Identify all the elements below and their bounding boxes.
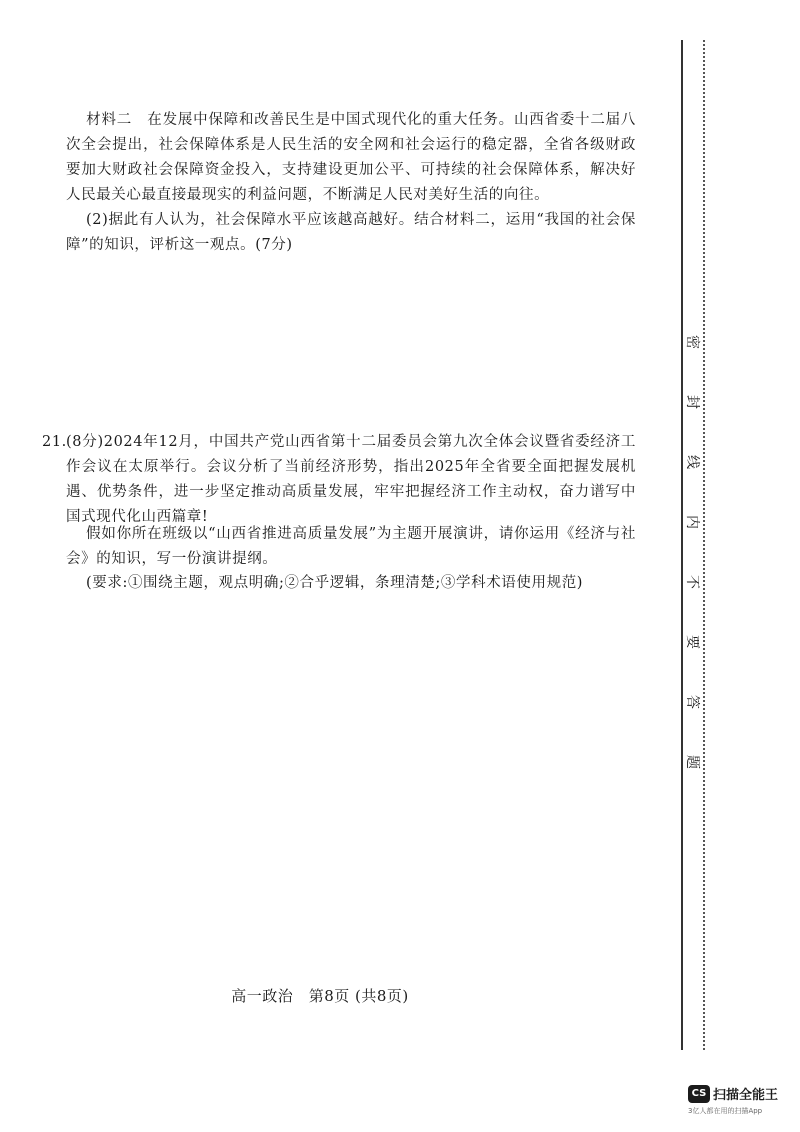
question-21-task — [66, 522, 636, 572]
watermark-name: 扫描全能王 — [713, 1088, 779, 1103]
material-two-text: 在发展中保障和改善民生是中国式现代化的重大任务。山西省委十二届八次全会提出，社会保障体系是人民生活的安全网和社会运行的稳定器，全省各级财政要加大财政社会保障资金投入，支持建设更加公平、可持续的社会保障体系，解决好人民最关心最直接最现实的利益问题，不断满足人民对美好生活的向往。 — [66, 112, 636, 203]
question-21-requirement-text: (要求:①围绕主题，观点明确;②合乎逻辑，条理清楚;③学科术语使用规范) — [86, 575, 584, 591]
material-two-label: 材料二 — [86, 112, 133, 128]
question-2-2 — [66, 208, 636, 258]
question-21-number: 21. — [42, 434, 67, 450]
binding-dotted-line — [703, 40, 705, 1050]
binding-char: 线 — [684, 455, 700, 469]
material-two — [66, 108, 636, 208]
question-21-intro: (8分)2024年12月，中国共产党山西省第十二届委员会第九次全体会议暨省委经济工作会议在太原举行。会议分析了当前经济形势，指出2025年全省要全面把握发展机遇、优势条件，进一步坚定推动高质量发展，牢牢把握经济工作主动权，奋力谱写中国式现代化山西篇章! — [66, 434, 636, 525]
question-21-task-text: 假如你所在班级以“山西省推进高质量发展”为主题开展演讲，请你运用《经济与社会》的知识，写一份演讲提纲。 — [66, 526, 636, 567]
binding-char: 题 — [684, 755, 700, 769]
question-2-2-text: (2)据此有人认为，社会保障水平应该越高越好。结合材料二，运用“我国的社会保障”的知识，评析这一观点。(7分) — [66, 212, 636, 253]
binding-char: 要 — [684, 635, 700, 649]
binding-char: 答 — [684, 695, 700, 709]
page-footer: 高一政治 第8页 (共8页) — [231, 987, 409, 1005]
binding-char: 封 — [684, 395, 700, 409]
scanner-watermark — [688, 1083, 798, 1116]
binding-char: 不 — [684, 575, 700, 589]
binding-char: 密 — [684, 335, 700, 349]
watermark-subtitle: 3亿人都在用的扫描App — [688, 1107, 763, 1115]
binding-char: 内 — [684, 515, 700, 529]
camscanner-logo: CS — [688, 1085, 710, 1103]
question-21 — [42, 430, 636, 530]
binding-line — [681, 40, 683, 1050]
question-21-requirement — [66, 571, 636, 596]
